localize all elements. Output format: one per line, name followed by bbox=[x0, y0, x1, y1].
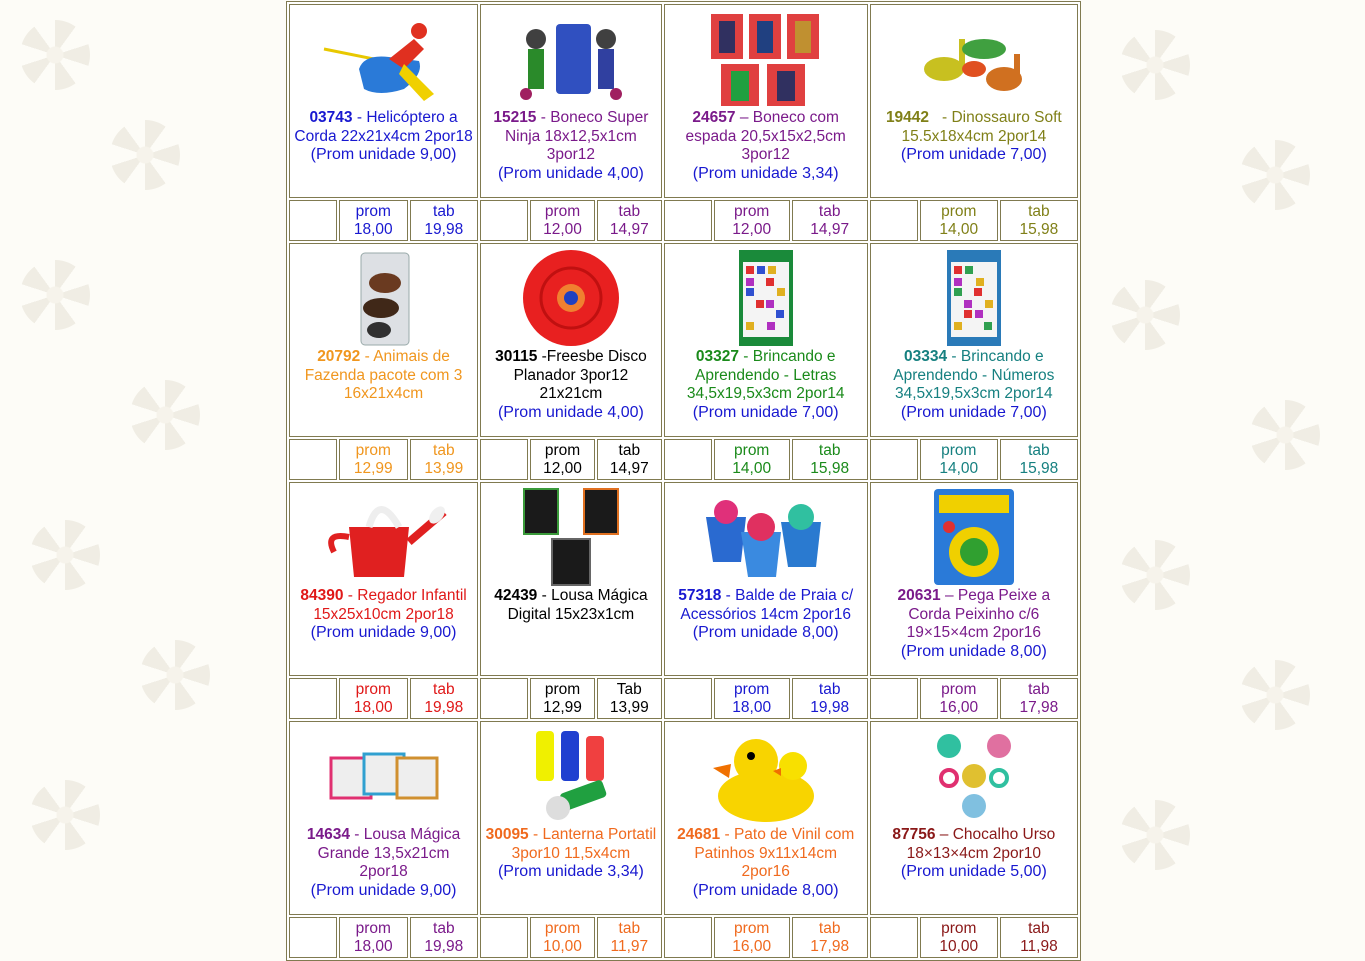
product-code: 15215 bbox=[493, 109, 537, 126]
prom-label: prom bbox=[355, 202, 391, 220]
blank-price-cell bbox=[289, 678, 337, 719]
tab-price-cell bbox=[1000, 678, 1078, 719]
product-cell bbox=[870, 482, 1078, 676]
prom-price-cell bbox=[714, 439, 790, 480]
tab-label: Tab bbox=[616, 680, 642, 698]
prom-label: prom bbox=[734, 202, 770, 220]
product-separator: - bbox=[360, 348, 374, 365]
prom-price: 10,00 bbox=[543, 937, 582, 955]
fishing-game-icon[interactable] bbox=[909, 487, 1039, 587]
letters-board-icon[interactable] bbox=[701, 248, 831, 348]
prom-price-cell bbox=[920, 200, 998, 241]
product-row bbox=[289, 4, 1078, 198]
unit-price: (Prom unidade 7,00) bbox=[900, 403, 1047, 421]
unit-price: (Prom unidade 3,34) bbox=[692, 164, 839, 182]
tab-price: 13,99 bbox=[424, 459, 464, 477]
blank-price-cell bbox=[870, 678, 918, 719]
product-name: Lanterna Portatil 3por10 11,5x4cm bbox=[511, 826, 657, 862]
product-code: 42439 bbox=[494, 587, 538, 604]
prom-price: 12,00 bbox=[543, 459, 582, 477]
tab-price-cell bbox=[410, 439, 479, 480]
product-name: Pato de Vinil com Patinhos 9x11x14cm 2por16 bbox=[694, 826, 855, 880]
product-code: 03743 bbox=[309, 109, 353, 126]
product-cell bbox=[289, 482, 478, 676]
product-separator: - bbox=[721, 587, 736, 604]
ninja-figures-icon[interactable] bbox=[506, 9, 636, 109]
price-row bbox=[289, 439, 1078, 480]
product-name: Helicóptero a Corda 22x21x4cm 2por18 bbox=[294, 109, 473, 145]
prom-label: prom bbox=[941, 441, 977, 459]
product-code: 03327 bbox=[695, 348, 739, 365]
unit-price: (Prom unidade 4,00) bbox=[497, 403, 644, 421]
product-description bbox=[871, 826, 1077, 863]
blank-price-cell bbox=[480, 439, 528, 480]
digital-board-icon[interactable] bbox=[506, 487, 636, 587]
blank-price-cell bbox=[664, 200, 712, 241]
prom-price-cell bbox=[339, 439, 408, 480]
prom-label: prom bbox=[734, 680, 770, 698]
tab-price: 15,98 bbox=[810, 459, 850, 477]
product-cell bbox=[289, 721, 478, 915]
product-description bbox=[290, 348, 477, 404]
numbers-board-icon[interactable] bbox=[909, 248, 1039, 348]
prom-price: 12,99 bbox=[543, 698, 582, 716]
prom-label: prom bbox=[544, 202, 581, 220]
product-description bbox=[871, 587, 1077, 643]
product-description bbox=[481, 109, 661, 165]
dinosaur-icon[interactable] bbox=[909, 9, 1039, 109]
helicopter-icon[interactable] bbox=[319, 9, 449, 109]
prom-label: prom bbox=[544, 919, 581, 937]
product-cell bbox=[870, 4, 1078, 198]
prom-price-cell bbox=[339, 200, 408, 241]
tab-price: 19,98 bbox=[424, 220, 464, 238]
tab-price-cell bbox=[410, 917, 479, 958]
product-name: Dinossauro Soft 15.5x18x4cm 2por14 bbox=[901, 109, 1062, 145]
product-cell bbox=[664, 721, 868, 915]
product-code: 19442 bbox=[885, 109, 930, 126]
tab-price-cell bbox=[597, 917, 662, 958]
product-name: Chocalho Urso 18×13×4cm 2por10 bbox=[906, 826, 1056, 862]
product-name: Animais de Fazenda pacote com 3 16x21x4cm bbox=[304, 348, 463, 402]
product-name: Lousa Mágica Grande 13,5x21cm 2por18 bbox=[317, 826, 461, 880]
unit-price: (Prom unidade 3,34) bbox=[497, 863, 644, 880]
product-separator: - bbox=[720, 826, 734, 843]
prom-price: 14,00 bbox=[732, 459, 772, 477]
tab-label: tab bbox=[818, 202, 841, 220]
product-description bbox=[290, 109, 477, 146]
product-separator: - bbox=[528, 826, 543, 843]
product-code: 84390 bbox=[300, 587, 344, 604]
magic-board-icon[interactable] bbox=[319, 726, 449, 826]
product-cell bbox=[289, 4, 478, 198]
frisbee-icon[interactable] bbox=[506, 248, 636, 348]
prom-price: 14,00 bbox=[939, 459, 979, 477]
prom-price: 18,00 bbox=[732, 698, 772, 716]
product-cell bbox=[289, 243, 478, 437]
product-catalog-table bbox=[286, 1, 1081, 961]
prom-price: 14,00 bbox=[939, 220, 979, 238]
tab-price: 14,97 bbox=[810, 220, 850, 238]
tab-label: tab bbox=[618, 919, 641, 937]
tab-price-cell bbox=[1000, 439, 1078, 480]
prom-price-cell bbox=[530, 439, 595, 480]
prom-price: 18,00 bbox=[353, 937, 393, 955]
beach-bucket-icon[interactable] bbox=[701, 487, 831, 587]
product-description bbox=[665, 826, 867, 882]
unit-price: (Prom unidade 7,00) bbox=[900, 146, 1047, 163]
unit-price: (Prom unidade 8,00) bbox=[900, 642, 1047, 660]
product-description bbox=[481, 587, 661, 624]
product-name: Brincando e Aprendendo - Letras 34,5x19,5x3cm 2por14 bbox=[686, 348, 845, 402]
rattle-icon[interactable] bbox=[909, 726, 1039, 826]
blank-price-cell bbox=[480, 200, 528, 241]
unit-price: (Prom unidade 9,00) bbox=[310, 881, 457, 899]
product-code: 30115 bbox=[495, 348, 538, 365]
product-separator: - bbox=[738, 348, 753, 365]
product-description bbox=[481, 826, 661, 863]
prom-price-cell bbox=[714, 678, 790, 719]
product-name: Brincando e Aprendendo - Números 34,5x19,5x3cm 2por14 bbox=[893, 348, 1055, 402]
tab-price: 14,97 bbox=[609, 220, 649, 238]
product-row bbox=[289, 721, 1078, 915]
unit-price: (Prom unidade 7,00) bbox=[692, 403, 839, 421]
tab-label: tab bbox=[1028, 202, 1050, 220]
product-row bbox=[289, 482, 1078, 676]
prom-price-cell bbox=[714, 917, 790, 958]
blank-price-cell bbox=[664, 678, 712, 719]
unit-price: (Prom unidade 8,00) bbox=[692, 624, 839, 641]
tab-price-cell bbox=[792, 917, 868, 958]
prom-price-cell bbox=[339, 678, 408, 719]
prom-label: prom bbox=[941, 202, 977, 220]
prom-label: prom bbox=[355, 680, 391, 698]
prom-price-cell bbox=[714, 200, 790, 241]
farm-animals-icon[interactable] bbox=[319, 248, 449, 348]
tab-price: 13,99 bbox=[609, 698, 649, 716]
unit-price: (Prom unidade 9,00) bbox=[310, 624, 457, 641]
product-description bbox=[871, 348, 1077, 404]
blank-price-cell bbox=[289, 917, 337, 958]
product-description bbox=[665, 109, 867, 165]
product-description bbox=[665, 348, 867, 404]
action-figures-icon[interactable] bbox=[701, 9, 831, 109]
product-separator: - bbox=[929, 109, 952, 126]
prom-label: prom bbox=[734, 919, 770, 937]
tab-price-cell bbox=[410, 200, 479, 241]
tab-price: 11,97 bbox=[610, 937, 649, 955]
tab-price: 15,98 bbox=[1019, 220, 1059, 238]
tab-price: 17,98 bbox=[1019, 698, 1059, 716]
product-cell bbox=[664, 482, 868, 676]
product-name: Regador Infantil 15x25x10cm 2por18 bbox=[313, 587, 467, 623]
prom-price-cell bbox=[339, 917, 408, 958]
tab-price: 19,98 bbox=[810, 698, 850, 716]
tab-price: 19,98 bbox=[424, 937, 464, 955]
product-cell bbox=[480, 4, 662, 198]
prom-price: 18,00 bbox=[353, 220, 393, 238]
price-row bbox=[289, 917, 1078, 958]
prom-price: 12,99 bbox=[353, 459, 393, 477]
blank-price-cell bbox=[289, 439, 337, 480]
tab-price-cell bbox=[792, 678, 868, 719]
tab-price-cell bbox=[792, 200, 868, 241]
product-name: Freesbe Disco Planador 3por12 21x21cm bbox=[513, 348, 647, 402]
prom-price-cell bbox=[530, 678, 595, 719]
product-code: 30095 bbox=[485, 826, 529, 843]
blank-price-cell bbox=[870, 917, 918, 958]
product-name: Pega Peixe a Corda Peixinho c/6 19×15×4cm 2por16 bbox=[906, 587, 1051, 641]
tab-price: 14,97 bbox=[609, 459, 649, 477]
product-code: 20631 bbox=[897, 587, 941, 604]
prom-price-cell bbox=[920, 439, 998, 480]
prom-price: 16,00 bbox=[732, 937, 772, 955]
tab-label: tab bbox=[433, 202, 455, 220]
product-separator: - bbox=[352, 109, 367, 126]
prom-price: 10,00 bbox=[939, 937, 979, 955]
tab-price: 15,98 bbox=[1019, 459, 1059, 477]
product-separator: - bbox=[537, 348, 547, 365]
prom-price-cell bbox=[920, 917, 998, 958]
blank-price-cell bbox=[480, 678, 528, 719]
tab-label: tab bbox=[1028, 680, 1050, 698]
tab-label: tab bbox=[818, 441, 841, 459]
blank-price-cell bbox=[870, 200, 918, 241]
tab-price: 19,98 bbox=[424, 698, 464, 716]
product-code: 14634 bbox=[306, 826, 350, 843]
flashlight-icon[interactable] bbox=[506, 726, 636, 826]
product-separator: – bbox=[735, 109, 753, 126]
product-code: 87756 bbox=[892, 826, 936, 843]
product-code: 20792 bbox=[317, 348, 361, 365]
prom-price: 18,00 bbox=[353, 698, 393, 716]
product-separator: - bbox=[536, 109, 551, 126]
product-name: Boneco com espada 20,5x15x2,5cm 3por12 bbox=[685, 109, 846, 163]
tab-label: tab bbox=[1028, 919, 1050, 937]
prom-label: prom bbox=[941, 919, 977, 937]
tab-price-cell bbox=[597, 200, 662, 241]
product-separator: – bbox=[940, 587, 958, 604]
prom-label: prom bbox=[734, 441, 770, 459]
product-description bbox=[481, 348, 661, 404]
tab-label: tab bbox=[818, 680, 841, 698]
price-row bbox=[289, 200, 1078, 241]
watering-can-icon[interactable] bbox=[319, 487, 449, 587]
product-description bbox=[871, 109, 1077, 146]
tab-price-cell bbox=[410, 678, 479, 719]
tab-price-cell bbox=[597, 439, 662, 480]
tab-price-cell bbox=[792, 439, 868, 480]
blank-price-cell bbox=[664, 439, 712, 480]
tab-label: tab bbox=[1028, 441, 1050, 459]
product-description bbox=[290, 826, 477, 882]
product-code: 24657 bbox=[692, 109, 736, 126]
product-row bbox=[289, 243, 1078, 437]
blank-price-cell bbox=[289, 200, 337, 241]
unit-price: (Prom unidade 4,00) bbox=[497, 164, 644, 182]
product-cell bbox=[480, 243, 662, 437]
tab-price-cell bbox=[1000, 917, 1078, 958]
blank-price-cell bbox=[664, 917, 712, 958]
tab-label: tab bbox=[818, 919, 841, 937]
product-cell bbox=[870, 721, 1078, 915]
product-description bbox=[290, 587, 477, 624]
prom-label: prom bbox=[941, 680, 977, 698]
product-code: 57318 bbox=[678, 587, 722, 604]
tab-label: tab bbox=[433, 680, 455, 698]
tab-label: tab bbox=[618, 202, 641, 220]
product-name: Lousa Mágica Digital 15x23x1cm bbox=[507, 587, 648, 623]
prom-label: prom bbox=[355, 441, 391, 459]
blank-price-cell bbox=[480, 917, 528, 958]
unit-price: (Prom unidade 8,00) bbox=[692, 881, 839, 899]
product-code: 03334 bbox=[904, 348, 948, 365]
product-name: Balde de Praia c/ Acessórios 14cm 2por16 bbox=[680, 587, 854, 623]
product-code: 24681 bbox=[677, 826, 721, 843]
product-separator: – bbox=[935, 826, 953, 843]
product-cell bbox=[480, 482, 662, 676]
product-separator: - bbox=[343, 587, 358, 604]
prom-price: 12,00 bbox=[543, 220, 582, 238]
prom-label: prom bbox=[544, 441, 581, 459]
prom-label: prom bbox=[355, 919, 391, 937]
tab-price: 17,98 bbox=[810, 937, 850, 955]
tab-price-cell bbox=[1000, 200, 1078, 241]
product-cell bbox=[480, 721, 662, 915]
product-separator: - bbox=[947, 348, 961, 365]
tab-price: 11,98 bbox=[1020, 937, 1058, 955]
product-cell bbox=[664, 4, 868, 198]
prom-price: 16,00 bbox=[939, 698, 979, 716]
prom-price: 12,00 bbox=[732, 220, 772, 238]
unit-price: (Prom unidade 5,00) bbox=[900, 863, 1047, 880]
price-row bbox=[289, 678, 1078, 719]
tab-label: tab bbox=[433, 919, 455, 937]
product-cell bbox=[870, 243, 1078, 437]
blank-price-cell bbox=[870, 439, 918, 480]
product-separator: - bbox=[349, 826, 364, 843]
unit-price: (Prom unidade 9,00) bbox=[310, 146, 457, 163]
product-name: Boneco Super Ninja 18x12,5x1cm 3por12 bbox=[504, 109, 649, 163]
prom-label: prom bbox=[544, 680, 581, 698]
tab-label: tab bbox=[433, 441, 455, 459]
product-cell bbox=[664, 243, 868, 437]
prom-price-cell bbox=[530, 917, 595, 958]
rubber-duck-icon[interactable] bbox=[701, 726, 831, 826]
product-description bbox=[665, 587, 867, 624]
prom-price-cell bbox=[530, 200, 595, 241]
prom-price-cell bbox=[920, 678, 998, 719]
tab-label: tab bbox=[618, 441, 641, 459]
tab-price-cell bbox=[597, 678, 662, 719]
product-separator: - bbox=[537, 587, 552, 604]
